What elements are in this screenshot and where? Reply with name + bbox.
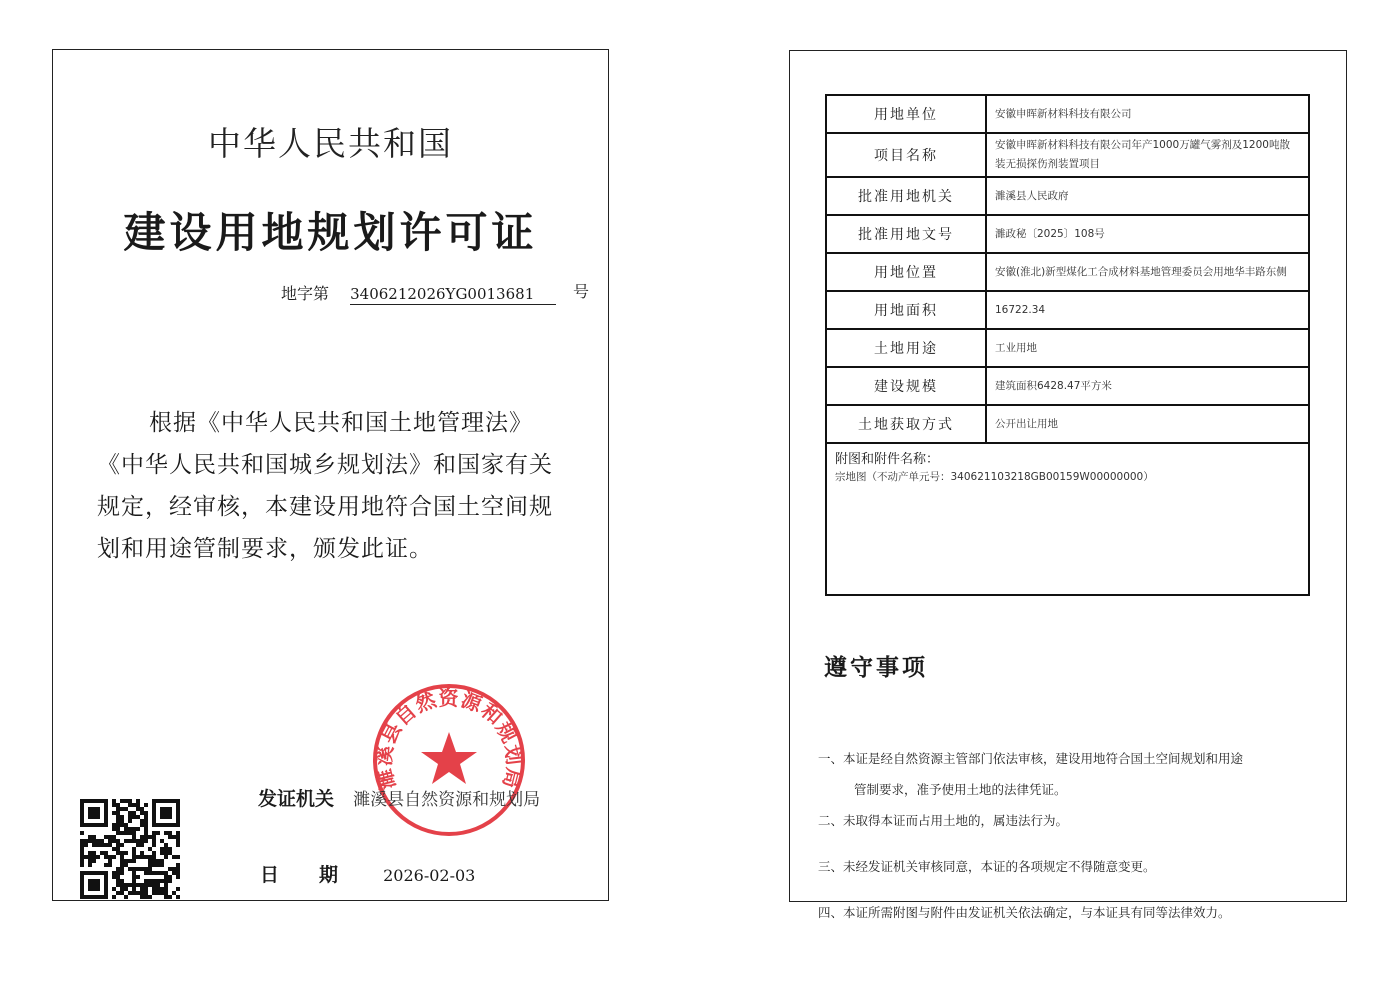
notice-item xyxy=(818,743,1318,805)
date-row xyxy=(260,860,475,887)
certificate-detail-page xyxy=(789,50,1347,920)
row-value-land-use: 工业用地 xyxy=(986,329,1309,367)
country-name: 中华人民共和国 xyxy=(208,124,453,163)
row-label-construction-scale: 建设规模 xyxy=(826,367,986,405)
notice-item-text: 二、未取得本证而占用土地的，属违法行为。 xyxy=(818,813,1069,828)
notice-item-text: 一、本证是经自然资源主管部门依法审核，建设用地符合国土空间规划和用途 xyxy=(818,751,1244,766)
body-text-line-1: 根据《中华人民共和国土地管理法》 xyxy=(149,410,533,436)
row-label-acquisition-method: 土地获取方式 xyxy=(826,405,986,443)
row-value-land-user: 安徽申晖新材料科技有限公司 xyxy=(986,95,1309,133)
issuer-name: 濉溪县自然资源和规划局 xyxy=(353,790,541,810)
notice-item xyxy=(818,897,1318,928)
certificate-title: 建设用地规划许可证 xyxy=(123,208,538,257)
row-value-land-location: 安徽(淮北)新型煤化工合成材料基地管理委员会用地华丰路东侧 xyxy=(986,253,1309,291)
date-label: 日期 xyxy=(260,864,379,886)
issuer-row xyxy=(258,784,540,811)
body-text-rest: 《中华人民共和国城乡规划法》和国家有关规定，经审核，本建设用地符合国土空间规划和用途管制要求，颁发此证。 xyxy=(97,452,553,562)
certificate-body-text xyxy=(97,402,575,570)
certificate-number: 3406212026YG0013681 xyxy=(350,285,556,305)
row-label-approving-authority: 批准用地机关 xyxy=(826,177,986,215)
seal-text: 濉溪县自然资源和规划局 xyxy=(371,685,527,792)
row-value-approving-authority: 濉溪县人民政府 xyxy=(986,177,1309,215)
notice-item-text: 四、本证所需附图与附件由发证机关依法确定，与本证具有同等法律效力。 xyxy=(818,905,1231,920)
certificate-number-prefix: 地字第 xyxy=(281,284,330,303)
row-label-land-area: 用地面积 xyxy=(826,291,986,329)
row-value-construction-scale: 建筑面积6428.47平方米 xyxy=(986,367,1309,405)
row-value-approval-doc-no: 濉政秘〔2025〕108号 xyxy=(986,215,1309,253)
certificate-front-page xyxy=(52,49,609,901)
attachments-value: 宗地图（不动产单元号：340621103218GB00159W00000000） xyxy=(835,471,1154,483)
qr-code-icon xyxy=(80,799,180,899)
issuer-label: 发证机关 xyxy=(258,788,335,810)
official-seal-icon xyxy=(369,680,529,840)
table-row xyxy=(826,215,1309,253)
notice-item xyxy=(818,805,1318,836)
table-row xyxy=(826,177,1309,215)
row-label-land-use: 土地用途 xyxy=(826,329,986,367)
row-label-project-name: 项目名称 xyxy=(826,133,986,177)
row-value-acquisition-method: 公开出让用地 xyxy=(986,405,1309,443)
notice-title: 遵守事项 xyxy=(824,655,928,681)
table-row xyxy=(826,95,1309,133)
attachments-label: 附图和附件名称： xyxy=(835,452,940,467)
table-row xyxy=(826,329,1309,367)
table-row xyxy=(826,253,1309,291)
table-row xyxy=(826,367,1309,405)
attachments-cell xyxy=(826,443,1309,595)
notice-list xyxy=(818,743,1318,943)
row-value-project-name: 安徽申晖新材料科技有限公司年产1000万罐气雾剂及1200吨散装无损探伤剂装置项目 xyxy=(986,133,1309,177)
row-value-land-area: 16722.34 xyxy=(986,291,1309,329)
row-label-land-user: 用地单位 xyxy=(826,95,986,133)
certificate-number-suffix: 号 xyxy=(573,282,590,301)
table-row xyxy=(826,133,1309,177)
issue-date: 2026-02-03 xyxy=(383,866,476,885)
row-label-land-location: 用地位置 xyxy=(826,253,986,291)
notice-item-text: 三、未经发证机关审核同意，本证的各项规定不得随意变更。 xyxy=(818,859,1156,874)
table-row xyxy=(826,405,1309,443)
land-info-table xyxy=(825,94,1310,596)
notice-item xyxy=(818,851,1318,882)
table-row xyxy=(826,291,1309,329)
table-row-attachments xyxy=(826,443,1309,595)
certificate-number-row xyxy=(281,281,590,305)
row-label-approval-doc-no: 批准用地文号 xyxy=(826,215,986,253)
notice-item-continuation: 管制要求，准予使用土地的法律凭证。 xyxy=(854,782,1067,797)
